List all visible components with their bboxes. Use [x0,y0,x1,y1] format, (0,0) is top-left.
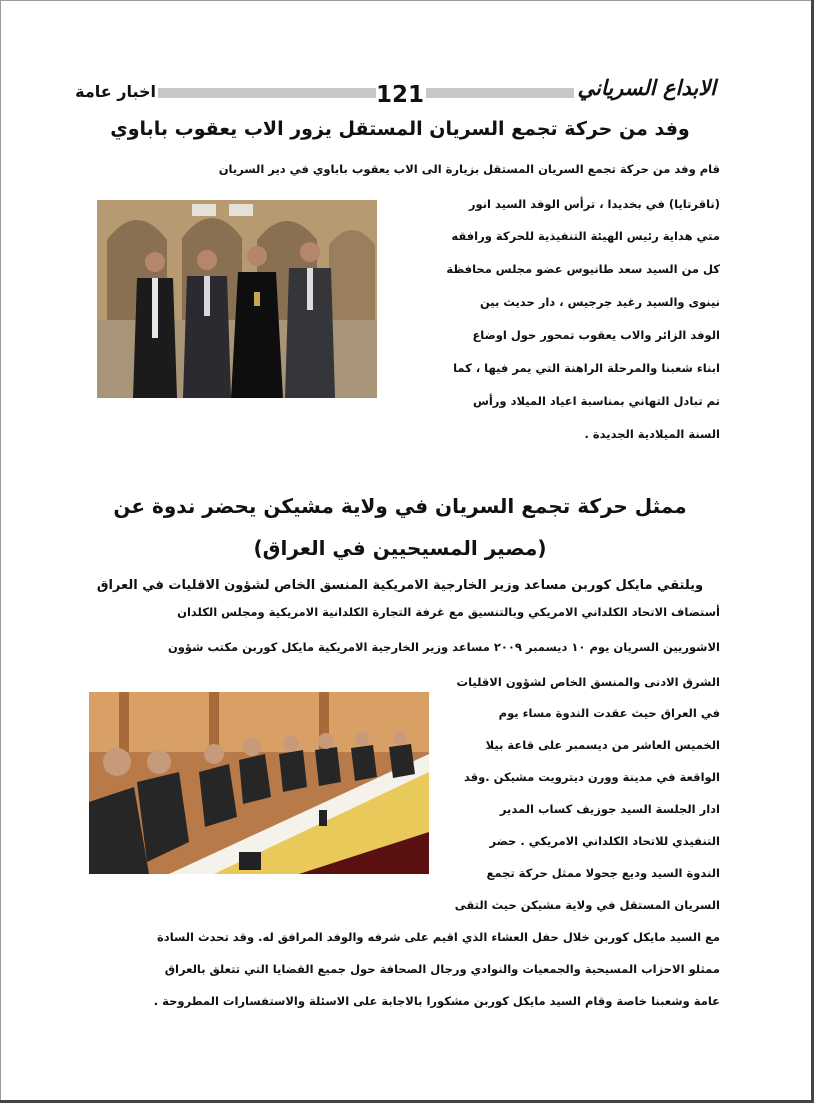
article2-line: ممثلو الاحزاب المسيحية والجمعيات والنوادي ورجال الصحافة حول جميع القضايا التي تتعلق بالعراق [164,962,720,976]
article2-title-line2: (مصير المسيحيين في العراق) [253,536,547,560]
article2-line: في العراق حيث عقدت الندوة مساء يوم [498,706,720,720]
header-bar-left [158,88,376,98]
article2-line: مع السيد مايكل كوربن خلال حفل العشاء الذي اقيم على شرفه والوفد المرافق له. وقد تحدث السادة [157,930,720,944]
article1-title: وفد من حركة تجمع السريان المستقل يزور الاب يعقوب باباوي [110,118,690,140]
article2-line: الواقعة في مدينة وورن ديترويت مشيكن .وقد [463,770,720,784]
section-name: اخبار عامة [75,82,156,101]
article2-line: عامة وشعبنا خاصة وقام السيد مايكل كوربن مشكورا بالاجابة على الاسئلة والاستفسارات المطروحة . [153,994,720,1008]
article1-line: نينوى والسيد رغيد جرجيس ، دار حديث بين [479,295,720,309]
article1-line: متي هداية رئيس الهيئة التنفيذية للحركة ورافقه [451,229,720,243]
article1-line: ابناء شعبنا والمرحلة الراهنة التي يمر فيها ، كما [453,361,720,375]
article1-line: (ناقرتايا) في بخديدا ، ترأس الوفد السيد انور [468,197,720,211]
photo-delegation-visit [97,200,377,398]
header-bar-right [426,88,574,98]
article2-line: أستضاف الاتحاد الكلداني الامريكي وبالتنسيق مع غرفة التجارة الكلدانية الامريكية ومجلس الكلدان [177,605,720,619]
article1-line: كل من السيد سعد طانيوس عضو مجلس محافظة [446,262,720,276]
article2-line: الخميس العاشر من ديسمبر على قاعة بيلا [485,738,720,752]
article2-line: السريان المستقل في ولاية مشيكن حيث التقى [454,898,720,912]
page-number: 121 [375,82,424,108]
photo-seminar-table [89,692,429,874]
article2-subtitle: ويلتقي مايكل كوربن مساعد وزير الخارجية الامريكية المنسق الخاص لشؤون الاقليات في العراق [96,578,704,593]
article1-line: تم تبادل التهاني بمناسبة اعياد الميلاد ورأس [473,394,720,408]
article1-line: السنة الميلادية الجديدة . [584,427,720,441]
article2-title-line1: ممثل حركة تجمع السريان في ولاية مشيكن يحضر ندوة عن [113,494,687,518]
article2-line: الاشوريين السريان يوم ١٠ ديسمبر ٢٠٠٩ مساعد وزير الخارجية الامريكية مايكل كوربن مكتب شؤون [167,640,720,654]
article1-line: الوفد الزائر والاب يعقوب تمحور حول اوضاع [472,328,720,342]
article2-line: الشرق الادنى والمنسق الخاص لشؤون الاقليات [456,675,720,689]
magazine-title: الابداع السرياني [577,76,716,100]
article2-line: الندوة السيد وديع جحولا ممثل حركة تجمع [486,866,720,880]
article2-line: ادار الجلسة السيد جوزيف كساب المدير [499,802,720,816]
article2-line: التنفيذي للاتحاد الكلداني الامريكي . حضر [489,834,720,848]
article1-line: قام وفد من حركة تجمع السريان المستقل بزيارة الى الاب يعقوب باباوي في دير السريان [218,162,720,176]
